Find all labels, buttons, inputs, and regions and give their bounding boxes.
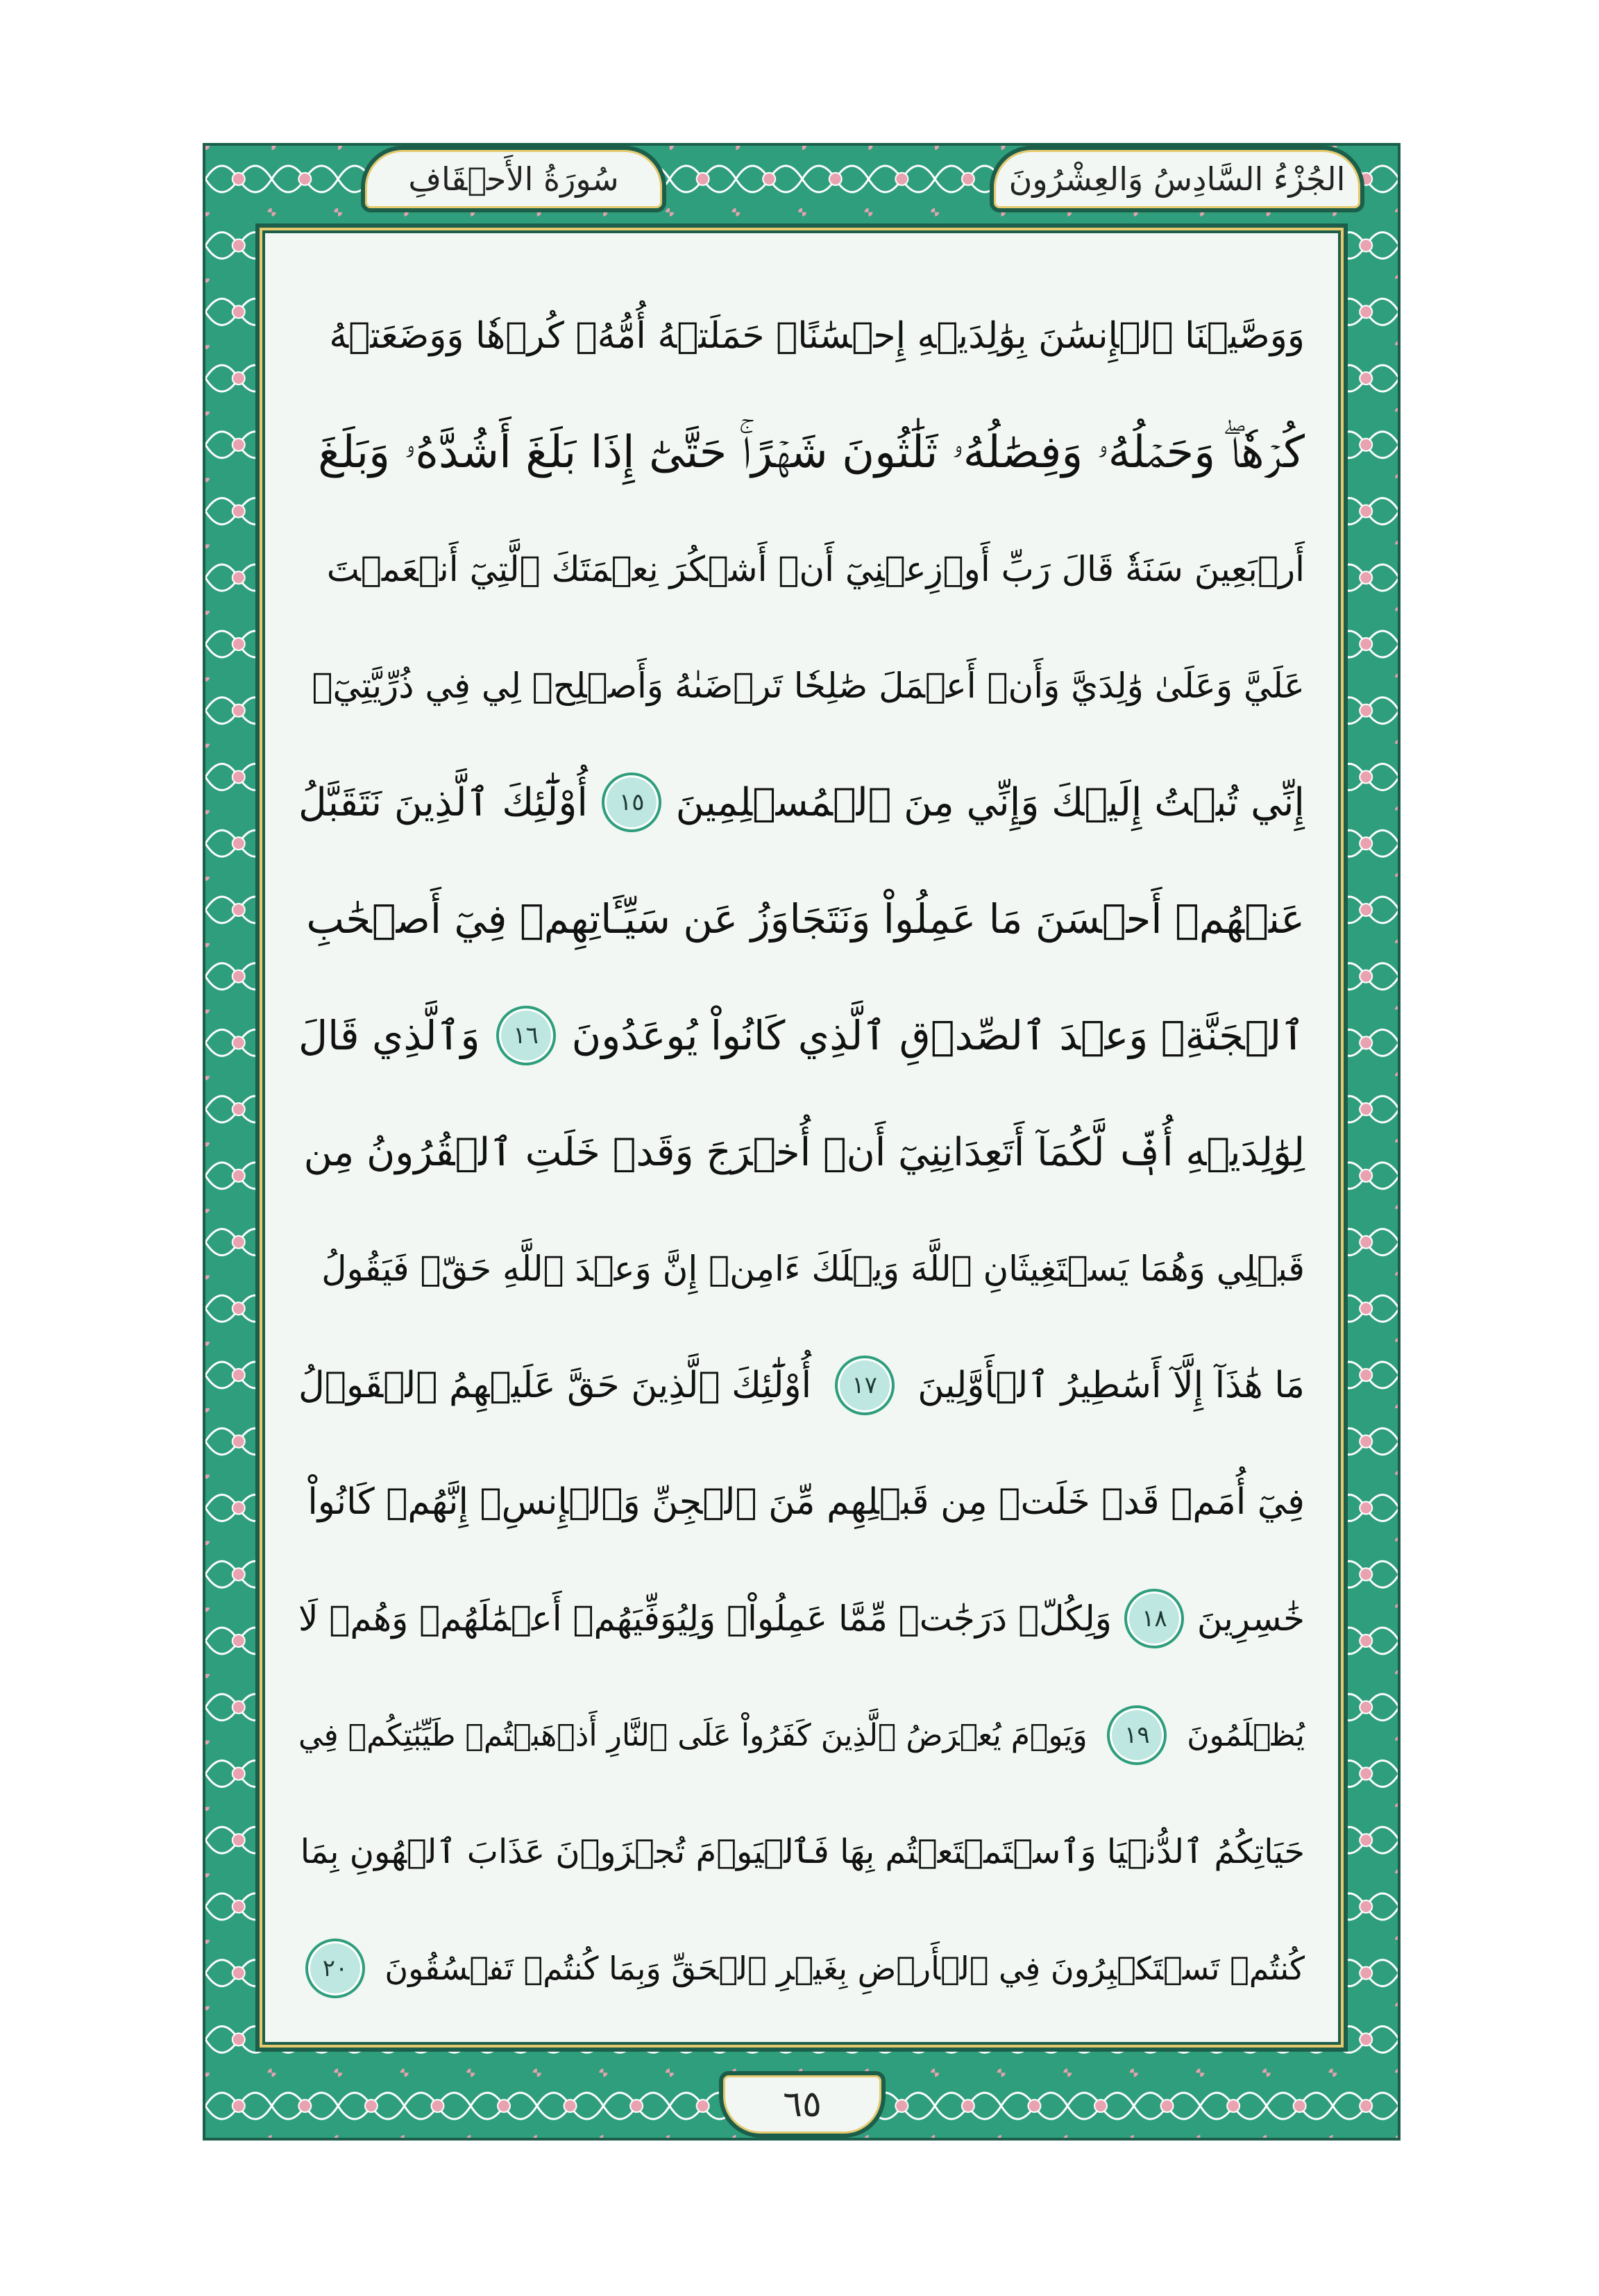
verse-text: مَا هَٰذَآ إِلَّآ أَسَٰطِيرُ ٱلۡأَوَّلِينَ	[917, 1365, 1305, 1406]
verse-line	[298, 1677, 1305, 1793]
verse-text: وَٱلَّذِي قَالَ	[298, 1012, 480, 1059]
verse-line	[298, 744, 1305, 861]
verse-text: أَرۡبَعِينَ سَنَةٗ قَالَ رَبِّ أَوۡزِعۡنِيٓ أَنۡ أَشۡكُرَ نِعۡمَتَكَ ٱلَّتِيٓ أَنۡعَمۡتَ	[326, 549, 1305, 589]
verse-text: حَيَاتِكُمُ ٱلدُّنۡيَا وَٱسۡتَمۡتَعۡتُم بِهَا فَٱلۡيَوۡمَ تُجۡزَوۡنَ عَذَابَ ٱلۡهُونِ بِمَا	[300, 1832, 1305, 1871]
verse-line	[298, 1793, 1305, 1910]
verse-text: وَلِكُلّٖ دَرَجَٰتٞ مِّمَّا عَمِلُواْۖ وَلِيُوَفِّيَهُمۡ أَعۡمَٰلَهُمۡ وَهُمۡ لَا	[298, 1598, 1112, 1639]
verse-text: فِيٓ أُمَمٖ قَدۡ خَلَتۡ مِن قَبۡلِهِم مِّنَ ٱلۡجِنِّ وَٱلۡإِنسِۖ إِنَّهُمۡ كَانُواْ	[307, 1481, 1305, 1523]
surah-title: سُورَةُ الأَحۡقَافِ	[408, 160, 619, 198]
ayah-number-marker: ١٨	[1124, 1589, 1184, 1648]
verse-text: لِوَٰلِدَيۡهِ أُفّٖ لَّكُمَآ أَتَعِدَانِنِيٓ أَنۡ أُخۡرَجَ وَقَدۡ خَلَتِ ٱلۡقُرُونُ مِن	[303, 1129, 1305, 1175]
juz-title: الجُزْءُ السَّادِسُ وَالعِشْرُونَ	[1008, 160, 1346, 198]
ayah-number-marker: ٢٠	[305, 1939, 365, 1998]
verse-line	[298, 1094, 1305, 1210]
verse-line	[298, 278, 1305, 394]
verse-text: وَيَوۡمَ يُعۡرَضُ ٱلَّذِينَ كَفَرُواْ عَلَى ٱلنَّارِ أَذۡهَبۡتُمۡ طَيِّبَٰتِكُمۡ فِي	[298, 1717, 1088, 1753]
verse-line	[298, 1210, 1305, 1327]
verse-line	[298, 394, 1305, 511]
verse-line	[298, 1444, 1305, 1560]
page-number: ٦٥	[783, 2084, 822, 2125]
ayah-number-marker: ١٩	[1107, 1705, 1167, 1765]
verse-lines	[298, 278, 1305, 2027]
verse-text: إِنِّي تُبۡتُ إِلَيۡكَ وَإِنِّي مِنَ ٱلۡمُسۡلِمِينَ	[675, 779, 1305, 825]
surah-title-cartouche	[361, 146, 666, 212]
verse-text: أُوْلَٰٓئِكَ ٱلَّذِينَ حَقَّ عَلَيۡهِمُ ٱلۡقَوۡلُ	[298, 1365, 812, 1406]
verse-text: عَنۡهُمۡ أَحۡسَنَ مَا عَمِلُواْ وَنَتَجَاوَزُ عَن سَيِّـَٔاتِهِمۡ فِيٓ أَصۡحَٰبِ	[306, 895, 1305, 943]
verse-text: أُوْلَٰٓئِكَ ٱلَّذِينَ نَتَقَبَّلُ	[298, 779, 588, 825]
verse-text: قَبۡلِي وَهُمَا يَسۡتَغِيثَانِ ٱللَّهَ وَيۡلَكَ ءَامِنۡ إِنَّ وَعۡدَ ٱللَّهِ حَقّٞ فَيَقُولُ	[321, 1249, 1305, 1289]
ayah-number-marker: ١٧	[835, 1356, 895, 1415]
verse-text: وَوَصَّيۡنَا ٱلۡإِنسَٰنَ بِوَٰلِدَيۡهِ إِحۡسَٰنًاۖ حَمَلَتۡهُ أُمُّهُۥ كُرۡهٗا وَوَضَعَتۡهُ	[329, 315, 1305, 357]
verse-text: خَٰسِرِينَ	[1196, 1598, 1305, 1639]
juz-title-cartouche	[990, 146, 1364, 212]
verse-line	[298, 1560, 1305, 1677]
verse-text: عَلَيَّ وَعَلَىٰ وَٰلِدَيَّ وَأَنۡ أَعۡمَلَ صَٰلِحٗا تَرۡضَىٰهُ وَأَصۡلِحۡ لِي فِي ذُرِّيَّتِيٓۖ	[312, 666, 1305, 706]
verse-line	[298, 1910, 1305, 2027]
verse-text: ٱلۡجَنَّةِۖ وَعۡدَ ٱلصِّدۡقِ ٱلَّذِي كَانُواْ يُوعَدُونَ	[571, 1012, 1305, 1059]
ayah-number-marker: ١٦	[496, 1006, 556, 1065]
verse-text: يُظۡلَمُونَ	[1187, 1717, 1305, 1753]
verse-line	[298, 861, 1305, 977]
verse-line	[298, 977, 1305, 1094]
page-number-cartouche	[719, 2071, 886, 2138]
verse-text: كُنتُمۡ تَسۡتَكۡبِرُونَ فِي ٱلۡأَرۡضِ بِغَيۡرِ ٱلۡحَقِّ وَبِمَا كُنتُمۡ تَفۡسُقُونَ	[384, 1950, 1305, 1987]
verse-text: كُرۡهٗاۖ وَحَمۡلُهُۥ وَفِصَٰلُهُۥ ثَلَٰثُونَ شَهۡرًاۚ حَتَّىٰٓ إِذَا بَلَغَ أَشُدَّهُۥ وَبَلَغَ	[318, 427, 1305, 478]
verse-line	[298, 511, 1305, 627]
ayah-number-marker: ١٥	[602, 773, 661, 832]
verse-line	[298, 627, 1305, 744]
verse-line	[298, 1327, 1305, 1444]
